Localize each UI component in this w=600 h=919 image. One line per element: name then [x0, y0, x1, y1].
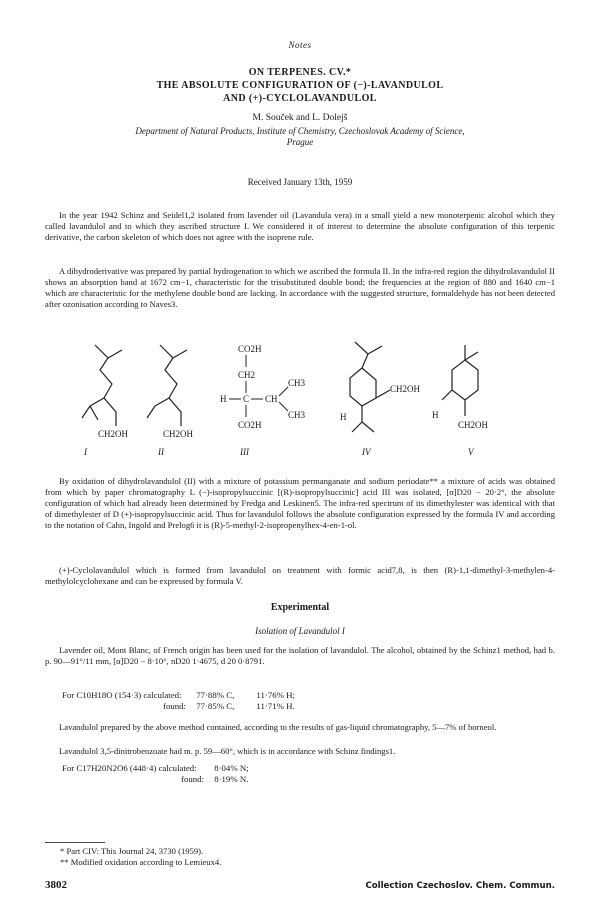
analysis-value: 8·19% N. — [214, 774, 249, 784]
affiliation — [40, 126, 560, 148]
ch2-label: CH2 — [238, 370, 256, 380]
analysis-value: 8·04% N; — [214, 763, 249, 773]
analysis-found-label: found: — [163, 701, 186, 711]
analysis-line-3 — [62, 763, 249, 774]
ch2oh-label: CH2OH — [458, 420, 489, 430]
page-number: 3802 — [45, 879, 67, 891]
experimental-paragraph-3: Lavandulol 3,5-dinitrobenzoate had m. p. 59—60°, which is in accordance with Schinz findings1. — [59, 746, 396, 756]
co2h-label: CO2H — [238, 344, 262, 354]
h-label: H — [220, 394, 227, 404]
analysis-found-label: found: — [181, 774, 204, 784]
co2h-label: CO2H — [238, 420, 262, 430]
footnote-divider — [45, 842, 105, 843]
body-paragraph-4: (+)-Cyclolavandulol which is formed from lavandulol on treatment with formic acid7,8, is then (R)-1,1-dimethyl-3-methylen-4-methylolcyclohexane and can be expressed by formula V. — [45, 565, 555, 586]
structure-II — [147, 345, 194, 457]
analysis-value: 77·85% C, — [196, 701, 235, 711]
journal-name: Collection Czechoslov. Chem. Commun. — [365, 881, 555, 891]
ch2oh-label: CH2OH — [390, 384, 421, 394]
label-V: V — [468, 447, 474, 457]
experimental-paragraph-2: Lavandulol prepared by the above method contained, according to the results of gas-liquid chromatography, 5—7% of borneol. — [59, 722, 497, 732]
analysis-value: 77·88% C, — [196, 690, 235, 700]
title-line-2: THE ABSOLUTE CONFIGURATION OF (−)-LAVANDULOL — [156, 80, 444, 91]
affiliation-line-2: Prague — [286, 137, 314, 147]
body-paragraph-1: In the year 1942 Schinz and Seidel1,2 isolated from lavender oil (Lavandula vera) in a small yield a new monoterpenic alcohol which they called lavandulol and to which they ascribed structure I. We considered it of interest to determine the absolute configuration of this terpenic derivative, the carbon skeleton of which does not agree with the isoprene rule. — [45, 210, 555, 242]
ch3-label: CH3 — [288, 378, 306, 388]
structure-I — [82, 345, 129, 457]
analysis-value: 11·76% H; — [256, 690, 295, 700]
h-label: H — [340, 412, 347, 422]
experimental-paragraph-1: Lavender oil, Mont Blanc, of French origin has been used for the isolation of lavandulol. The alcohol, obtained by the Schinz1 method, had b. p. 90—91°/11 mm, [α]D20 − 8·10°, nD20 1·4675, d 20 0·8791. — [45, 645, 555, 666]
ch-label: CH — [265, 394, 278, 404]
ch3-label: CH3 — [288, 410, 306, 420]
analysis-line-4 — [62, 774, 248, 785]
title-line-1: ON TERPENES. CV.* — [248, 67, 352, 78]
body-paragraph-2: A dihydroderivative was prepared by partial hydrogenation to which we ascribed the formula II. In the infra-red region the dihydrolavandulol II shows an absorption band at 1672 cm−1, characteristic for the trisubstituted double bond; the frequencies at the region of 880 and 1640 cm−1 which are characteristic for the methylene double bond are lacking. In accordance with the suggested structure, formaldehyde has not been detected after ozonisation according to Naves3. — [45, 266, 555, 309]
structure-V — [432, 345, 489, 457]
structure-IV — [340, 342, 421, 457]
ch2oh-label: CH2OH — [98, 429, 129, 439]
analysis-line-1 — [62, 690, 295, 701]
chemical-structures — [70, 340, 540, 460]
label-III: III — [240, 447, 249, 457]
footnote-2: ** Modified oxidation according to Lemieux4. — [60, 857, 222, 867]
label-I: I — [84, 447, 87, 457]
title-line-3: AND (+)-CYCLOLAVANDULOL — [223, 93, 377, 104]
analysis-value: 11·71% H. — [256, 701, 295, 711]
article-title — [60, 66, 540, 105]
label-II: II — [158, 447, 164, 457]
footnote-1: * Part CIV: This Journal 24, 3730 (1959). — [60, 846, 204, 856]
analysis-formula: For C10H18O (154·3) calculated: — [62, 690, 182, 700]
authors: M. Souček and L. Dolejš — [252, 113, 348, 123]
c-label: C — [243, 394, 250, 404]
running-head: Notes — [288, 40, 312, 50]
analysis-line-2 — [62, 701, 295, 712]
affiliation-line-1: Department of Natural Products, Institute of Chemistry, Czechoslovak Academy of Science, — [135, 126, 465, 136]
h-label: H — [432, 410, 439, 420]
body-paragraph-3: By oxidation of dihydrolavandulol (II) with a mixture of potassium permanganate and sodium periodate** a mixture of acids was obtained from which by paper chromatography L (−)-isopropylsuccinic [(R)-isopropylsuccinic] acid III was isolated, [α]D20 − 20·2°, the absolute configuration of which had already been determined by Fredga and Leskinen5. The infra-red spectrum of its dimethylester was identical with that of dimethylester of D (+)-isopropylsuccinic acid. Thus for lavandulol follows the absolute configuration expressed by the formula IV and according to the notation of Cahn, Ingold and Prelog6 it is (R)-5-methyl-2-isopropenylhex-4-en-1-ol. — [45, 476, 555, 530]
subsection-heading: Isolation of Lavandulol I — [255, 626, 345, 636]
structure-III — [220, 344, 306, 457]
section-heading-experimental: Experimental — [270, 602, 330, 613]
analysis-formula: For C17H20N2O6 (448·4) calculated: — [62, 763, 197, 773]
label-IV: IV — [362, 447, 371, 457]
ch2oh-label: CH2OH — [163, 429, 194, 439]
received-date: Received January 13th, 1959 — [247, 177, 353, 187]
